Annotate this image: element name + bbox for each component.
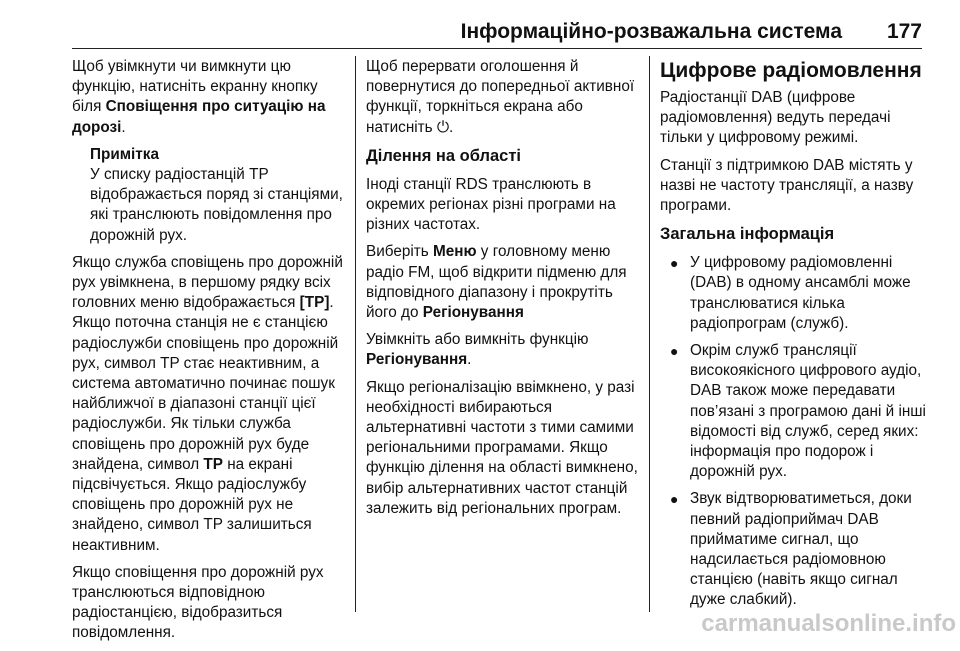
paragraph-select-menu: Виберіть Меню у головному меню радіо FM, щоб відкрити підменю для відповідного діапазону і прокрутіть його до Регіонування	[366, 243, 627, 322]
column-3	[660, 57, 930, 618]
list-item: ● У цифровому радіомовленні (DAB) в одному ансамблі може транслюватися кілька радіопрограм (служб).	[670, 254, 911, 332]
paragraph-regionalization-behavior: Якщо регіоналізацію ввімкнено, у разі необхідності вибираються альтернативні частоти з тими самими регіональними програмами. Якщо функцію ділення на області вимкнено, вибір альтернативних частот станцій залежить від регіональних програм.	[366, 378, 638, 517]
menu-term-menu: Меню	[432, 243, 477, 261]
note-title: Примітка	[90, 145, 159, 163]
paragraph-traffic-message: Якщо сповіщення про дорожній рух транслюються відповідною радіостанцією, відобразиться повідомлення.	[72, 563, 324, 642]
bullet-list	[660, 253, 930, 610]
column-divider-2	[649, 56, 650, 612]
column-2	[366, 57, 638, 526]
menu-term-regionalization: Регіонування	[422, 304, 524, 322]
paragraph-rds-regions: Іноді станції RDS транслюють в окремих регіонах різні програми на різних частотах.	[366, 175, 616, 234]
column-divider-1	[355, 56, 356, 612]
menu-term-regionalization-2: Регіонування	[366, 351, 468, 369]
note-block	[72, 145, 344, 246]
paragraph-tp-service: Якщо служба сповіщень про дорожній рух увімкнена, в першому рядку всіх головних меню відображається [TP]. Якщо поточна станція не є станцією радіослужби сповіщень про дорожній рух, символ TP стає неактивним, а система автоматично починає пошук найближчої в діапазоні станції цієї радіослужби. Як тільки служба сповіщень про дорожній рух буде знайдена, символ TP на екрані підсвічується. Якщо радіослужбу сповіщень про дорожній рух не знайдено, символ TP залишиться неактивним.	[72, 253, 343, 554]
list-item: ● Окрім служб трансляції високоякісного цифрового аудіо, DAB також може передавати пов’язані з програмою дані й інші відомості від служб, серед яких: інформація про подорож і дорожній рух.	[670, 342, 926, 481]
bullet-icon: ●	[670, 343, 679, 360]
bullet-icon: ●	[670, 255, 679, 272]
page-number: 177	[886, 20, 922, 43]
tp-indicator-term: [TP]	[299, 294, 330, 312]
menu-term-traffic-alert: Сповіщення про ситуацію на дорозі	[72, 98, 326, 136]
list-item: ● Звук відтворюватиметься, доки певний радіоприймач DAB прийматиме сигнал, що надсилається радіомовною станцією (навіть якщо сигнал дуже слабкий).	[670, 490, 912, 609]
paragraph-dab-names: Станції з підтримкою DAB містять у назві не частоту трансляції, а назву програми.	[660, 156, 914, 215]
paragraph-dab-digital: Радіостанції DAB (цифрове радіомовлення) ведуть передачі тільки у цифровому режимі.	[660, 89, 891, 147]
header-rule	[72, 48, 922, 49]
heading-regionalization: Ділення на області	[366, 146, 522, 165]
bullet-icon: ●	[670, 491, 679, 508]
heading-general-info: Загальна інформація	[660, 225, 835, 244]
paragraph-toggle-regionalization: Увімкніть або вимкніть функцію Регіонування.	[366, 331, 589, 369]
note-text: У списку радіостанцій TP відображається поряд зі станціями, які транслюють повідомлення про дорожній рух.	[90, 166, 343, 244]
paragraph-interrupt-announcement: Щоб перервати оголошення й повернутися до попередньої активної функції, торкніться екрана або натисніть ⏻.	[366, 58, 635, 136]
page-header	[72, 18, 922, 52]
watermark: carmanualsonline.info	[701, 610, 956, 637]
tp-symbol-term: TP	[203, 455, 223, 473]
page-title: Інформаційно-розважальна система	[460, 20, 842, 43]
heading-digital-radio: Цифрове радіомовлення	[660, 59, 922, 82]
paragraph-toggle-function: Щоб увімкнути чи вимкнути цю функцію, натисніть екранну кнопку біля Сповіщення про ситуацію на дорозі.	[72, 58, 326, 136]
column-1	[72, 57, 344, 651]
